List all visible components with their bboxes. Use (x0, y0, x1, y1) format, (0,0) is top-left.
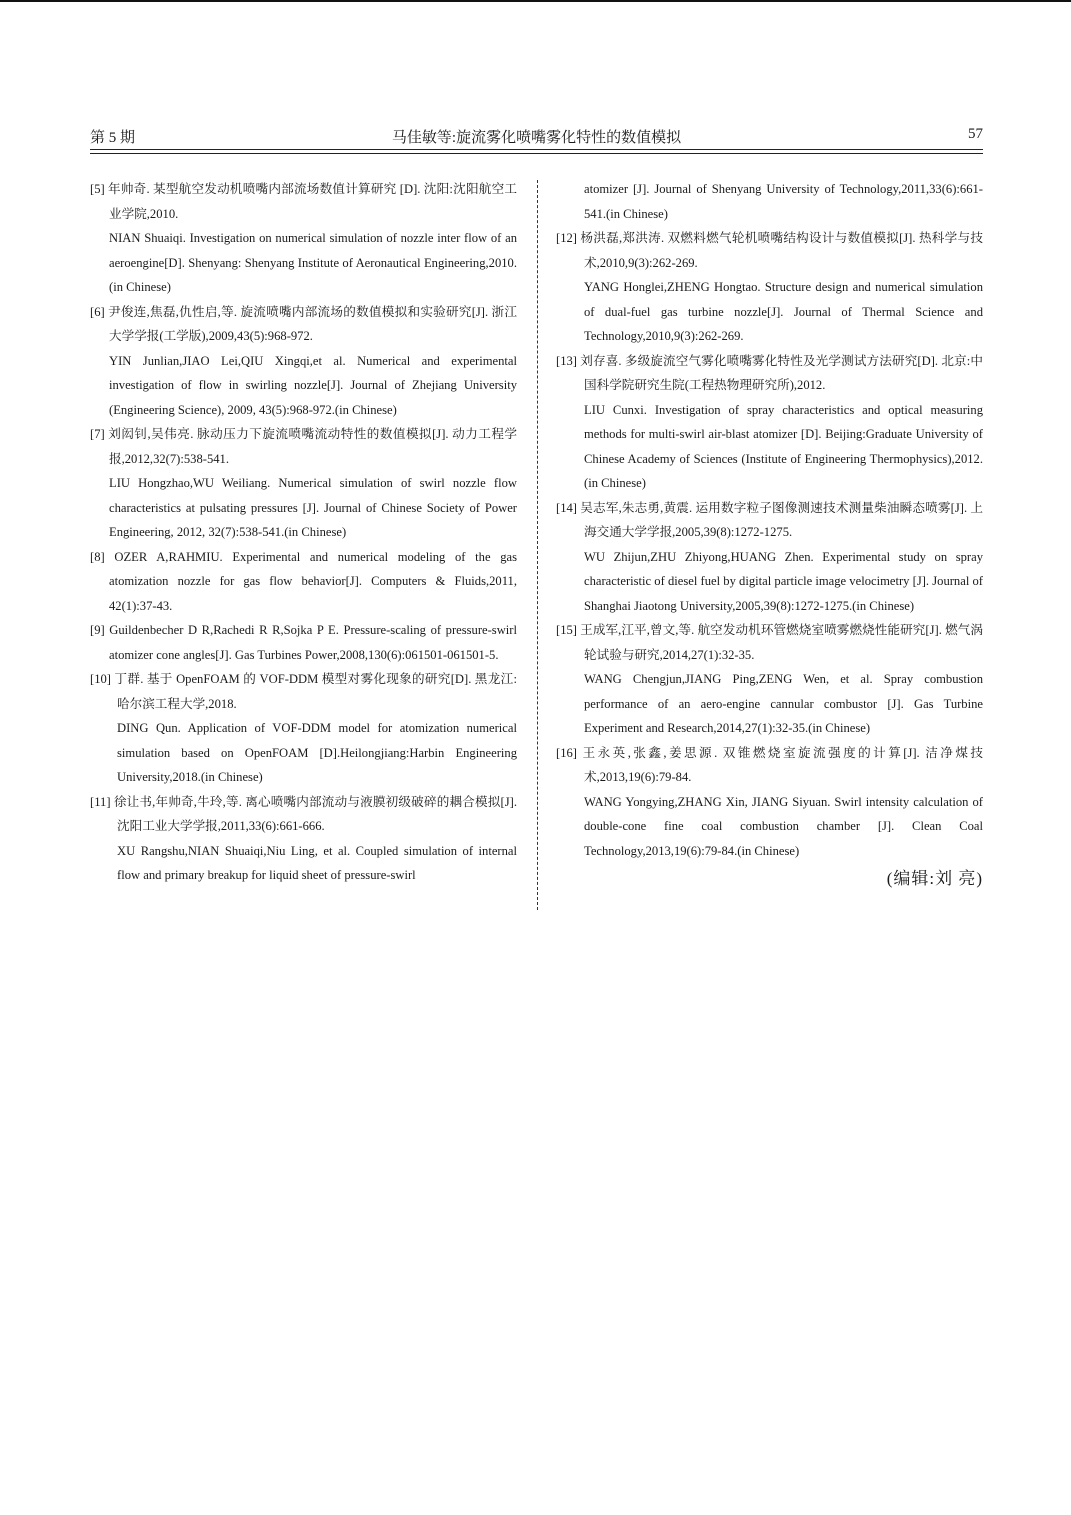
header-rule-top (90, 149, 983, 150)
reference-en: YIN Junlian,JIAO Lei,QIU Xingqi,et al. Numerical and experimental investigation of flow in swirling nozzle[J]. Journal of Zhejiang University (Engineering Science), 2009, 43(5):968-972.(in Chinese) (109, 353, 517, 417)
left-column (90, 177, 517, 888)
reference-en: XU Rangshu,NIAN Shuaiqi,Niu Ling, et al. Coupled simulation of internal flow and primary breakup for liquid sheet of pressure-swirl (117, 843, 517, 882)
column-divider (537, 180, 538, 910)
reference-15 (556, 618, 983, 741)
reference-en: [9] Guildenbecher D R,Rachedi R R,Sojka P E. Pressure-scaling of pressure-swirl atomizer cone angles[J]. Gas Turbines Power,2008,130(6):061501-061501-5. (90, 623, 517, 662)
reference-8 (90, 545, 517, 619)
reference-en: LIU Hongzhao,WU Weiliang. Numerical simulation of swirl nozzle flow characteristics at pulsating pressures [J]. Journal of Chinese Society of Power Engineering, 2012, 32(7):538-541.(in Chinese) (109, 476, 517, 539)
reference-cn: [7] 刘闳钊,吴伟亮. 脉动压力下旋流喷嘴流动特性的数值模拟[J]. 动力工程学报,2012,32(7):538-541. (90, 427, 517, 466)
reference-cn: [15] 王成军,江平,曾文,等. 航空发动机环管燃烧室喷雾燃烧性能研究[J]. 燃气涡轮试验与研究,2014,27(1):32-35. (556, 623, 983, 662)
reference-6 (90, 300, 517, 423)
header-rule-bottom (90, 153, 983, 154)
reference-cn: [12] 杨洪磊,郑洪涛. 双燃料燃气轮机喷嘴结构设计与数值模拟[J]. 热科学与技术,2010,9(3):262-269. (556, 231, 983, 270)
reference-en: WU Zhijun,ZHU Zhiyong,HUANG Zhen. Experimental study on spray characteristic of diesel fuel by digital particle image velocimetry [J]. Journal of Shanghai Jiaotong University,2005,39(8):1272-1275.(in Chinese) (584, 549, 983, 613)
reference-10 (90, 667, 517, 790)
reference-12 (556, 226, 983, 349)
reference-cn: [10] 丁群. 基于 OpenFOAM 的 VOF-DDM 模型对雾化现象的研究[D]. 黑龙江:哈尔滨工程大学,2018. (90, 672, 517, 711)
reference-11-continued (556, 177, 983, 226)
reference-5 (90, 177, 517, 300)
top-border (0, 0, 1071, 2)
reference-en: atomizer [J]. Journal of Shenyang University of Technology,2011,33(6):661-541.(in Chinese) (584, 182, 983, 221)
reference-13 (556, 349, 983, 496)
reference-11 (90, 790, 517, 888)
reference-en: YANG Honglei,ZHENG Hongtao. Structure design and numerical simulation of dual-fuel gas turbine nozzle[J]. Journal of Thermal Science and Technology,2010,9(3):262-269. (584, 280, 983, 343)
reference-9 (90, 618, 517, 667)
reference-en: DING Qun. Application of VOF-DDM model for atomization numerical simulation based on OpenFOAM [D].Heilongjiang:Harbin Engineering University,2018.(in Chinese) (117, 721, 517, 784)
reference-14 (556, 496, 983, 619)
reference-en: WANG Yongying,ZHANG Xin, JIANG Siyuan. Swirl intensity calculation of double-cone fine coal combustion chamber [J]. Clean Coal Technology,2013,19(6):79-84.(in Chinese) (584, 794, 983, 858)
reference-en: [8] OZER A,RAHMIU. Experimental and numerical modeling of the gas atomization nozzle for gas flow behavior[J]. Computers & Fluids,2011, 42(1):37-43. (90, 549, 517, 613)
page-number: 57 (968, 126, 983, 142)
running-title: 马佳敏等:旋流雾化喷嘴雾化特性的数值模拟 (391, 130, 682, 146)
right-column (556, 177, 983, 892)
reference-16 (556, 741, 983, 864)
reference-cn: [5] 年帅奇. 某型航空发动机喷嘴内部流场数值计算研究 [D]. 沈阳:沈阳航空工业学院,2010. (90, 182, 517, 221)
page-header (90, 126, 983, 148)
reference-cn: [11] 徐让书,年帅奇,牛玲,等. 离心喷嘴内部流动与液膜初级破碎的耦合模拟[J]. 沈阳工业大学学报,2011,33(6):661-666. (90, 794, 517, 833)
reference-en: WANG Chengjun,JIANG Ping,ZENG Wen, et al. Spray combustion performance of an aero-engine cannular combustor [J]. Gas Turbine Experiment and Research,2014,27(1):32-35.(in Chinese) (584, 672, 983, 735)
issue-number: 第 5 期 (90, 130, 136, 146)
reference-en: NIAN Shuaiqi. Investigation on numerical simulation of nozzle inter flow of an aeroengine[D]. Shenyang: Shenyang Institute of Aeronautical Engineering,2010.(in Chinese) (109, 231, 517, 294)
reference-en: LIU Cunxi. Investigation of spray characteristics and optical measuring methods for multi-swirl air-blast atomizer [D]. Beijing:Graduate University of Chinese Academy of Sciences (Institute of Engineering Thermophysics),2012.(in Chinese) (584, 402, 983, 490)
reference-cn: [16] 王永英,张鑫,姜思源. 双锥燃烧室旋流强度的计算[J]. 洁净煤技术,2013,19(6):79-84. (556, 745, 983, 784)
reference-cn: [14] 吴志军,朱志勇,黄震. 运用数字粒子图像测速技术测量柴油瞬态喷雾[J]. 上海交通大学学报,2005,39(8):1272-1275. (556, 500, 983, 539)
reference-7 (90, 422, 517, 545)
reference-cn: [6] 尹俊连,焦磊,仇性启,等. 旋流喷嘴内部流场的数值模拟和实验研究[J]. 浙江大学学报(工学版),2009,43(5):968-972. (90, 304, 517, 343)
reference-cn: [13] 刘存喜. 多级旋流空气雾化喷嘴雾化特性及光学测试方法研究[D]. 北京:中国科学院研究生院(工程热物理研究所),2012. (556, 353, 983, 392)
editor-credit: (编辑:刘 亮) (886, 869, 983, 888)
